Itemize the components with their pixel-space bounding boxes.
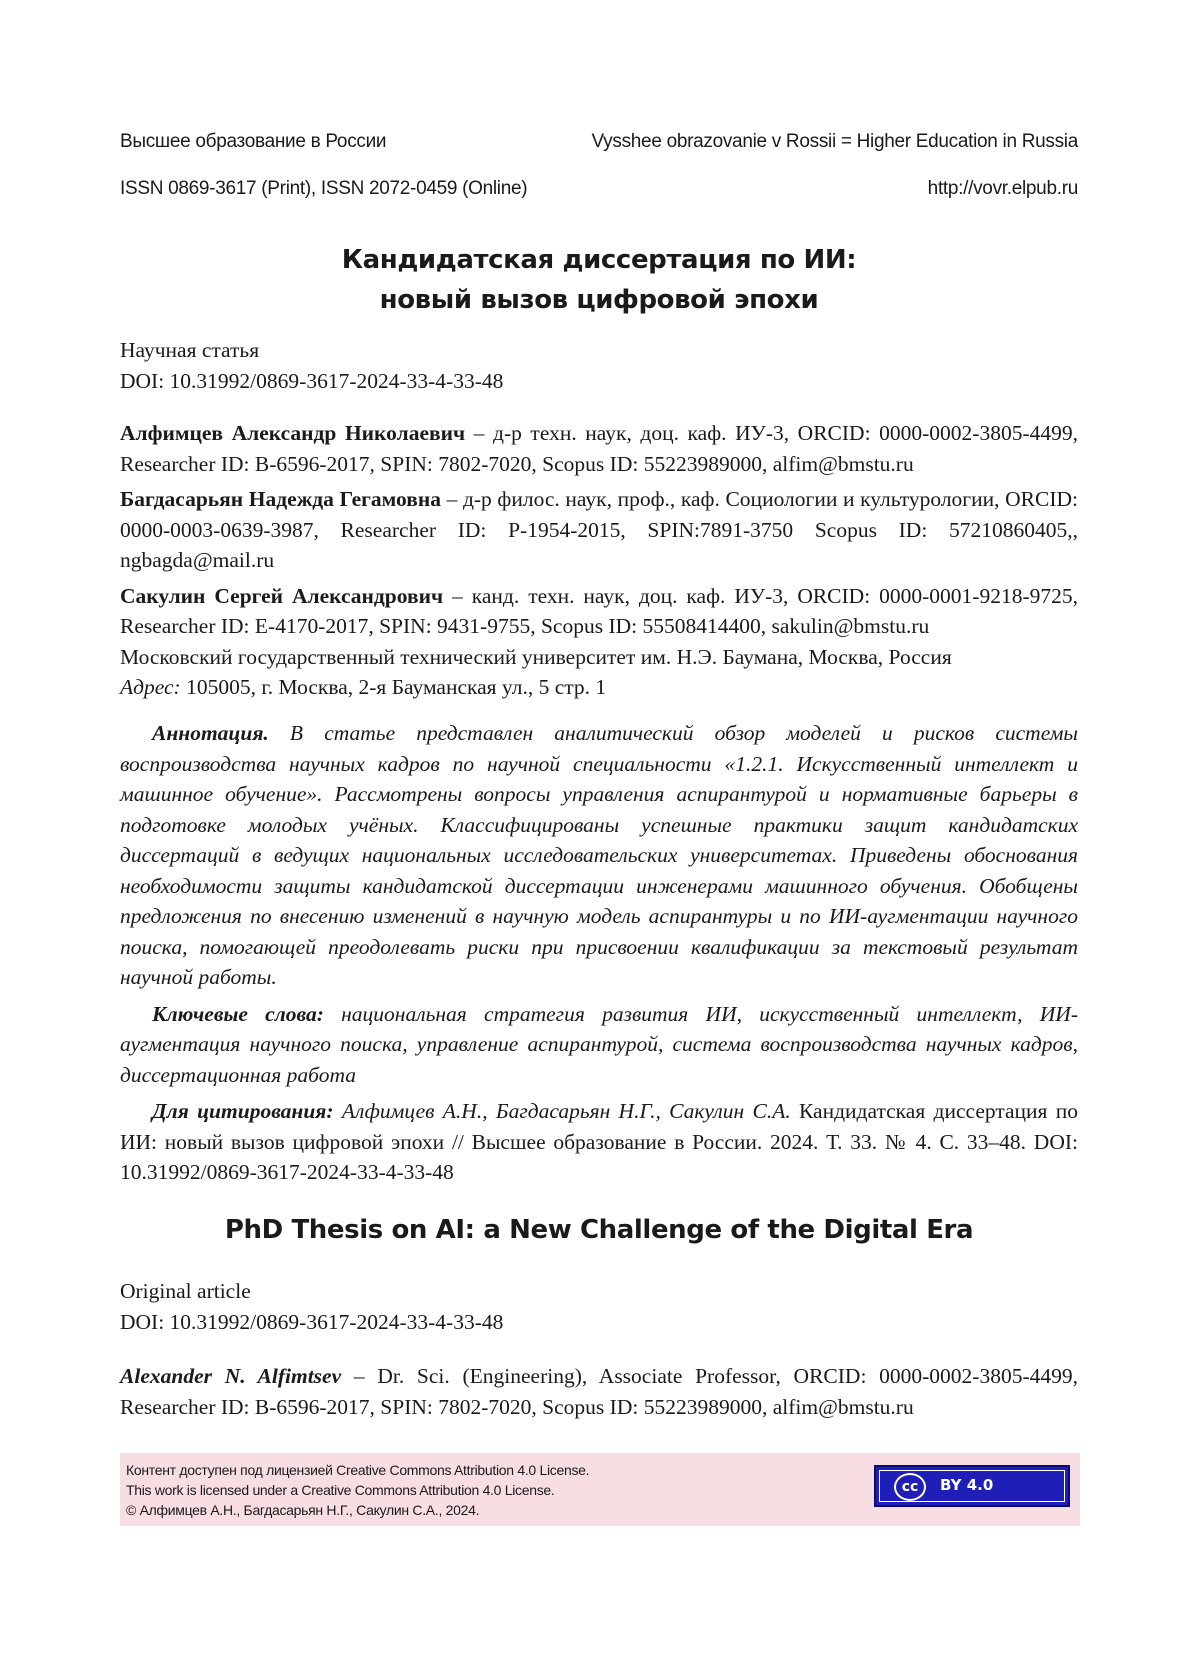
keywords-text: национальная стратегия развития ИИ, искусственный интеллект, ИИ-аугментация научного поиска, управление аспирантурой, система воспроизводства научных кадров, диссертационная работа	[120, 1001, 1078, 1087]
keywords-label: Ключевые слова:	[152, 1001, 324, 1026]
affiliation-ru: Московский государственный технический университет им. Н.Э. Баумана, Москва, Россия	[120, 644, 952, 669]
authors-en	[120, 1361, 1078, 1422]
author-name: Сакулин Сергей Александрович	[120, 583, 444, 608]
cc-license-label: BY 4.0	[940, 1476, 994, 1494]
author-entry	[120, 418, 1078, 479]
license-box	[120, 1453, 1080, 1526]
author-entry	[120, 581, 1078, 642]
journal-title-en: Vysshee obrazovanie v Rossii = Higher Education in Russia	[591, 131, 1078, 152]
keywords-ru	[120, 999, 1078, 1091]
citation-label: Для цитирования:	[152, 1099, 334, 1123]
license-line-en: This work is licensed under a Creative Commons Attribution 4.0 License.	[126, 1482, 555, 1498]
license-text	[126, 1460, 589, 1520]
title-ru-line-1: Кандидатская диссертация по ИИ:	[341, 245, 857, 275]
author-details: – канд. техн. наук, доц. каф. ИУ-3, ORCID: 0000-0001-9218-9725, Researcher ID: E-4170-2017, SPIN: 9431-9755, Scopus ID: 55508414400, sakulin@bmstu.ru	[120, 583, 1078, 638]
article-type-ru: Научная статья	[120, 338, 260, 362]
author-details: – д-р филос. наук, проф., каф. Социологии и культурологии, ORCID: 0000-0003-0639-3987, Researcher ID: P-1954-2015, SPIN:7891-3750 Scopus ID: 57210860405,, ngbagda@mail.ru	[120, 487, 1079, 572]
abstract-text: В статье представлен аналитический обзор моделей и рисков системы воспроизводства научных кадров по научной специальности «1.2.1. Искусственный интеллект и машинное обучение». Рассмотрены вопросы управления аспирантурой и нормативные барьеры в подготовке молодых учёных. Классифицированы успешные практики защит кандидатских диссертаций в ведущих национальных исследовательских университетах. Приведены обоснования необходимости защиты кандидатской диссертации инженерами машинного обучения. Обобщены предложения по внесению изменений в научную модель аспирантуры и по ИИ-аугментации научного поиска, помогающей преодолевать риски при присвоении квалификации за текстовый результат научной работы.	[120, 721, 1078, 989]
address-ru	[120, 672, 1078, 703]
journal-title-ru: Высшее образование в России	[120, 131, 387, 152]
author-details-en: – Dr. Sci. (Engineering), Associate Professor, ORCID: 0000-0002-3805-4499, Researcher ID: B-6596-2017, SPIN: 7802-7020, Scopus ID: 55223989000, alfim@bmstu.ru	[120, 1364, 1078, 1419]
cc-by-badge[interactable]	[874, 1465, 1070, 1507]
copyright-line: © Алфимцев А.Н., Багдасарьян Н.Г., Сакулин С.А., 2024.	[126, 1502, 480, 1518]
abstract-label: Аннотация.	[152, 721, 269, 745]
author-entry	[120, 484, 1078, 576]
issn: ISSN 0869-3617 (Print), ISSN 2072-0459 (Online)	[120, 178, 528, 199]
citation-text: Кандидатская диссертация по ИИ: новый вызов цифровой эпохи // Высшее образование в России. 2024. Т. 33. № 4. С. 33–48. DOI: 10.31992/0869-3617-2024-33-4-33-48	[120, 1099, 1078, 1184]
citation-authors: Алфимцев А.Н., Багдасарьян Н.Г., Сакулин С.А.	[333, 1099, 791, 1123]
article-title-ru	[120, 240, 1078, 320]
author-name: Багдасарьян Надежда Гегамовна	[120, 487, 441, 511]
license-line-ru: Контент доступен под лицензией Creative Commons Attribution 4.0 License.	[126, 1462, 590, 1478]
article-meta-en	[120, 1276, 1078, 1337]
author-name-en: Alexander N. Alfimtsev	[120, 1364, 342, 1388]
cc-badge-frame	[879, 1470, 1065, 1502]
address-label: Адрес:	[120, 675, 181, 699]
author-details: – д-р техн. наук, доц. каф. ИУ-3, ORCID: 0000-0002-3805-4499, Researcher ID: B-6596-2017, SPIN: 7802-7020, Scopus ID: 55223989000, alfim@bmstu.ru	[120, 421, 1078, 476]
author-name: Алфимцев Александр Николаевич	[120, 421, 466, 445]
title-ru-line-2: новый вызов цифровой эпохи	[379, 285, 819, 315]
article-type-en: Original article	[120, 1279, 251, 1303]
running-header	[120, 131, 1078, 153]
article-meta-ru	[120, 335, 1078, 396]
authors-ru	[120, 418, 1078, 703]
doi-ru: DOI: 10.31992/0869-3617-2024-33-4-33-48	[120, 368, 504, 393]
article-title-en: PhD Thesis on AI: a New Challenge of the Digital Era	[224, 1215, 974, 1245]
doi-en: DOI: 10.31992/0869-3617-2024-33-4-33-48	[120, 1309, 504, 1334]
abstract-ru	[120, 718, 1078, 993]
author-entry-en	[120, 1361, 1078, 1422]
citation-ru	[120, 1096, 1078, 1188]
journal-url-link[interactable]: http://vovr.elpub.ru	[927, 178, 1078, 199]
abstract-section-ru	[120, 718, 1078, 1194]
creative-commons-icon: cc	[894, 1473, 926, 1501]
issn-header	[120, 178, 1078, 200]
address-value: 105005, г. Москва, 2-я Бауманская ул., 5 стр. 1	[180, 675, 607, 699]
